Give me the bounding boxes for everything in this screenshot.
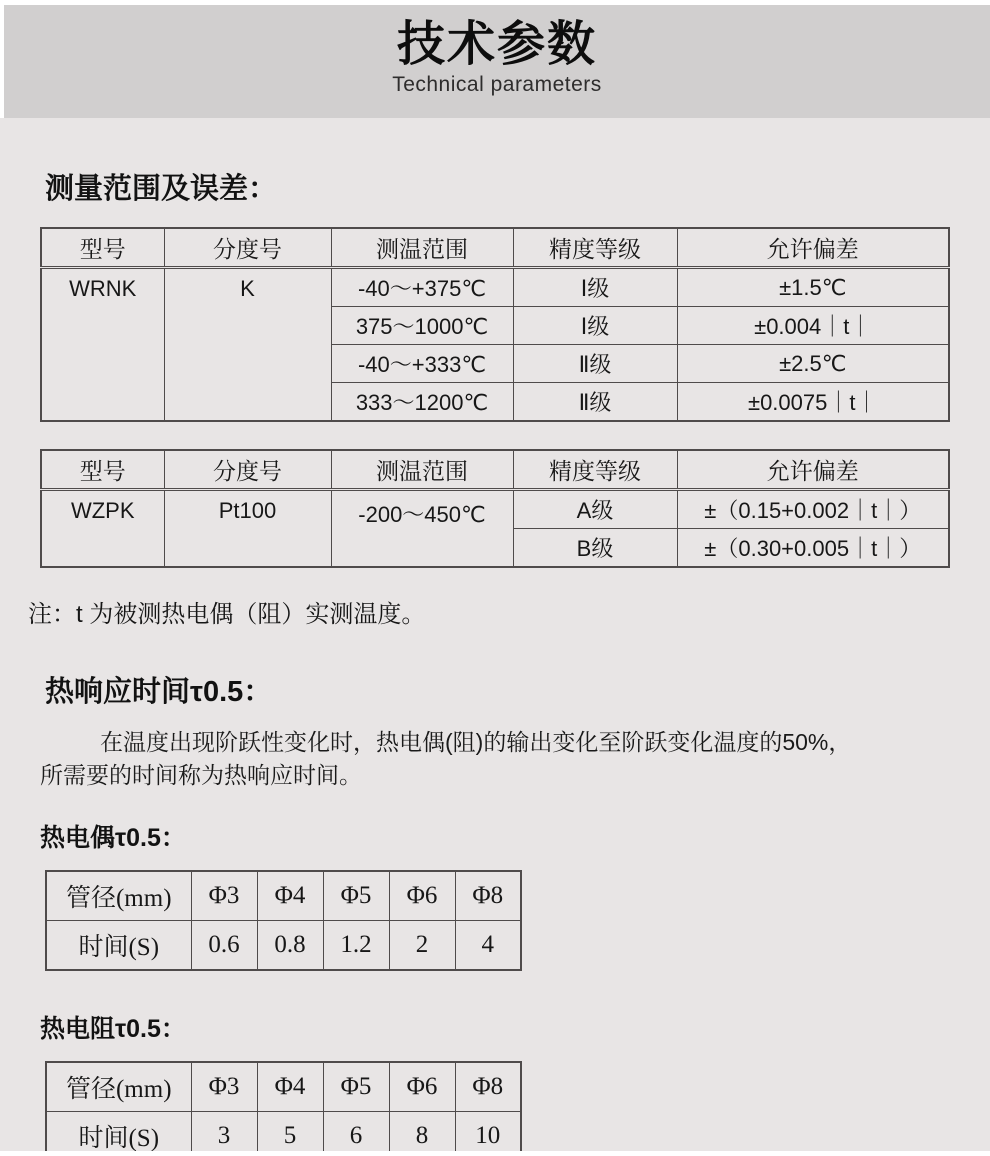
table-row-diameter: [46, 1062, 521, 1112]
time-header-cell: [46, 921, 191, 971]
diameter-unit: (mm): [115, 1076, 172, 1103]
diameter-cell: Φ8: [455, 1062, 521, 1112]
diameter-cell: Φ4: [257, 871, 323, 921]
time-cell: 5: [257, 1112, 323, 1152]
time-cell: 1.2: [323, 921, 389, 971]
resistor-tau-title: 热电阻τ0.5：: [40, 1015, 186, 1043]
deviation-cell: ±0.0075｜t｜: [677, 383, 949, 422]
column-header-grade: 精度等级: [513, 450, 677, 490]
content-area: [0, 118, 990, 1151]
time-unit: (S): [128, 934, 160, 961]
time-header-cell: [46, 1112, 191, 1152]
time-cell: 10: [455, 1112, 521, 1152]
diameter-cell: Φ3: [191, 1062, 257, 1112]
resistor-response-table: [45, 1061, 522, 1151]
range-cell: 333～1200℃: [331, 383, 513, 422]
time-label: 时间: [78, 1124, 129, 1151]
diameter-label: 管径: [65, 884, 116, 912]
range-cell: 375～1000℃: [331, 307, 513, 345]
time-cell: 2: [389, 921, 455, 971]
diameter-cell: Φ6: [389, 871, 455, 921]
diameter-unit: (mm): [115, 885, 172, 912]
diameter-cell: Φ5: [323, 1062, 389, 1112]
diameter-cell: Φ8: [455, 871, 521, 921]
time-label: 时间: [78, 933, 129, 961]
range-cell: -40～+375℃: [331, 268, 513, 307]
graduation-cell: Pt100: [164, 490, 331, 568]
column-header-grade: 精度等级: [513, 228, 677, 268]
page-subtitle: Technical parameters: [392, 73, 602, 97]
thermocouple-response-table: [45, 870, 522, 971]
column-header-deviation: 允许偏差: [677, 450, 949, 490]
table-row-time: [46, 921, 521, 971]
diameter-cell: Φ4: [257, 1062, 323, 1112]
grade-cell: Ⅰ级: [513, 268, 677, 307]
deviation-cell: ±0.004｜t｜: [677, 307, 949, 345]
deviation-cell: ±（0.15+0.002｜t｜）: [677, 490, 949, 529]
time-cell: 0.8: [257, 921, 323, 971]
deviation-cell: ±2.5℃: [677, 345, 949, 383]
column-header-model: 型号: [41, 228, 164, 268]
range-cell: -40～+333℃: [331, 345, 513, 383]
measurement-table-wrnk: [40, 227, 950, 422]
model-cell: WZPK: [41, 490, 164, 568]
table-row-time: [46, 1112, 521, 1152]
diameter-label: 管径: [65, 1075, 116, 1103]
header-bar: [4, 5, 990, 118]
time-cell: 3: [191, 1112, 257, 1152]
range-cell: -200～450℃: [331, 490, 513, 568]
column-header-graduation: 分度号: [164, 228, 331, 268]
table-row-diameter: [46, 871, 521, 921]
page-title: 技术参数: [396, 18, 597, 71]
diameter-cell: Φ6: [389, 1062, 455, 1112]
diameter-header-cell: [46, 1062, 191, 1112]
section-title-thermal-response: 热响应时间τ0.5：: [45, 676, 273, 708]
grade-cell: Ⅰ级: [513, 307, 677, 345]
grade-cell: Ⅱ级: [513, 345, 677, 383]
deviation-cell: ±1.5℃: [677, 268, 949, 307]
thermocouple-tau-title: 热电偶τ0.5：: [40, 824, 186, 852]
table-header-row: [41, 450, 949, 490]
time-cell: 0.6: [191, 921, 257, 971]
time-cell: 6: [323, 1112, 389, 1152]
page: [0, 5, 990, 1156]
column-header-range: 测温范围: [331, 228, 513, 268]
grade-cell: Ⅱ级: [513, 383, 677, 422]
model-cell: WRNK: [41, 268, 164, 422]
grade-cell: B级: [513, 529, 677, 568]
column-header-range: 测温范围: [331, 450, 513, 490]
measurement-note: 注：t 为被测热电偶（阻）实测温度。: [28, 601, 426, 628]
time-unit: (S): [128, 1125, 160, 1151]
time-cell: 8: [389, 1112, 455, 1152]
diameter-cell: Φ5: [323, 871, 389, 921]
diameter-header-cell: [46, 871, 191, 921]
thermal-response-description-line1: 在温度出现阶跃性变化时，热电偶(阻)的输出变化至阶跃变化温度的50%，: [100, 729, 852, 755]
column-header-deviation: 允许偏差: [677, 228, 949, 268]
table-row: [41, 268, 949, 307]
grade-cell: A级: [513, 490, 677, 529]
column-header-graduation: 分度号: [164, 450, 331, 490]
table-row: [41, 490, 949, 529]
deviation-cell: ±（0.30+0.005｜t｜）: [677, 529, 949, 568]
time-cell: 4: [455, 921, 521, 971]
section-title-measurement-range: 测量范围及误差：: [45, 173, 278, 205]
diameter-cell: Φ3: [191, 871, 257, 921]
thermal-response-description-line2: 所需要的时间称为热响应时间。: [40, 762, 362, 788]
column-header-model: 型号: [41, 450, 164, 490]
measurement-table-wzpk: [40, 449, 950, 568]
table-header-row: [41, 228, 949, 268]
graduation-cell: K: [164, 268, 331, 422]
